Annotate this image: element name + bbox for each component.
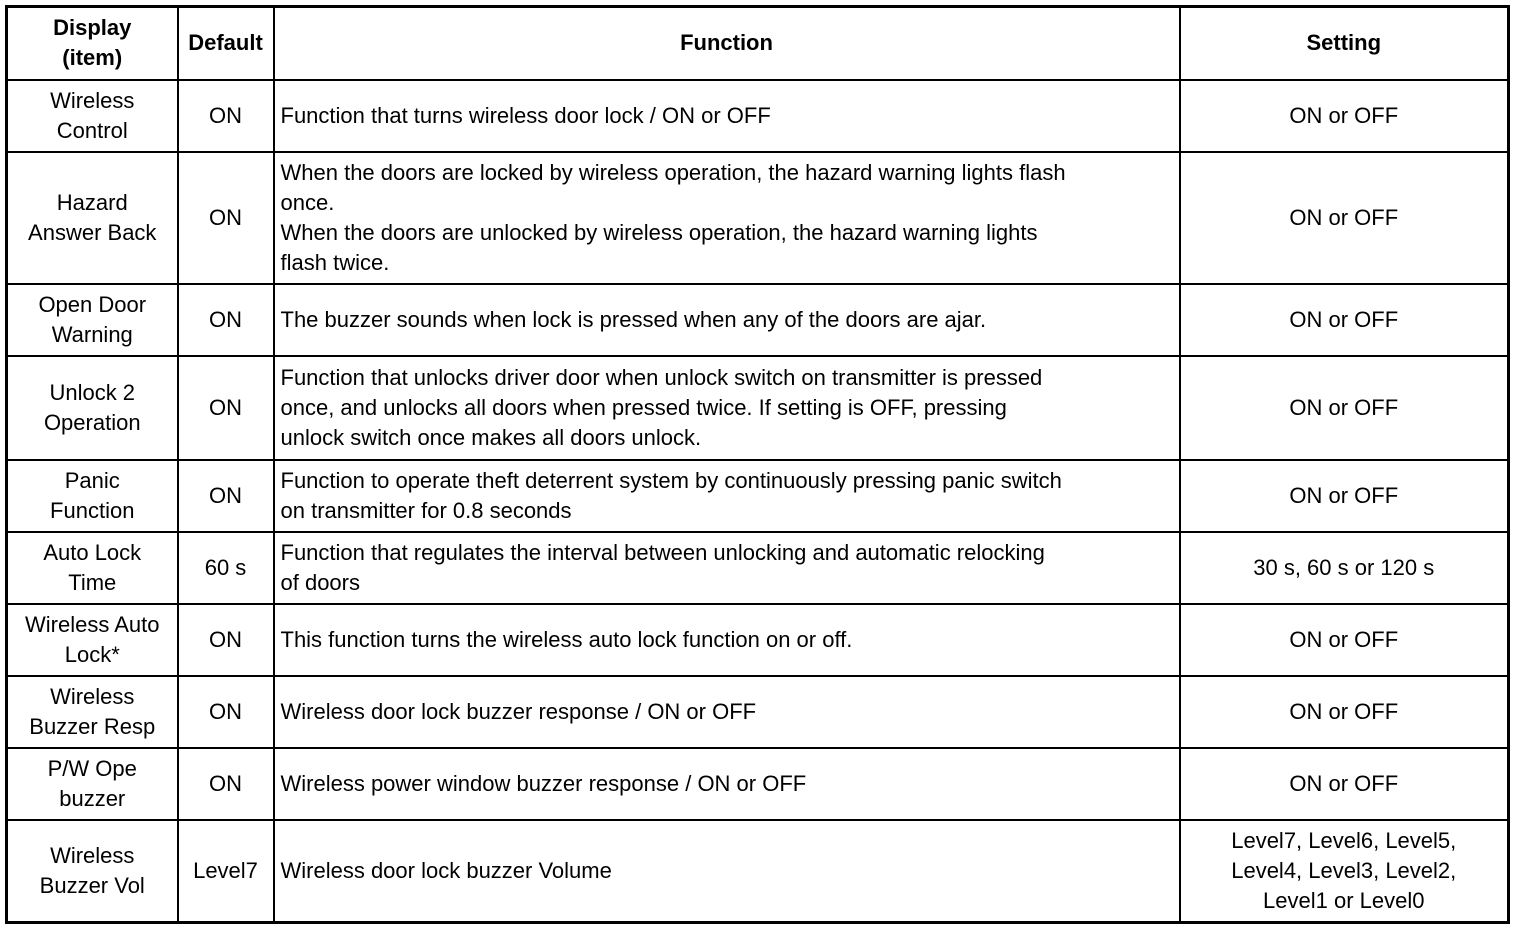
setting-cell-line: ON or OFF bbox=[1289, 626, 1399, 652]
display-cell bbox=[7, 676, 178, 748]
header-display bbox=[7, 7, 178, 80]
function-cell bbox=[274, 152, 1180, 284]
function-cell-line: Function to operate theft deterrent system by continuously pressing panic switch bbox=[280, 467, 1062, 493]
display-cell bbox=[7, 604, 178, 676]
display-cell-line: Auto Lock bbox=[43, 539, 142, 565]
display-cell bbox=[7, 356, 178, 460]
display-cell-line: buzzer bbox=[59, 785, 126, 811]
function-cell bbox=[274, 532, 1180, 604]
function-cell-line: on transmitter for 0.8 seconds bbox=[280, 497, 572, 523]
display-cell bbox=[7, 532, 178, 604]
setting-cell-line: 30 s, 60 s or 120 s bbox=[1253, 554, 1435, 580]
default-cell: ON bbox=[178, 356, 274, 460]
display-cell-line: Hazard bbox=[56, 189, 128, 215]
function-cell-line: once. bbox=[280, 189, 335, 215]
function-cell-line: Function that regulates the interval between unlocking and automatic relocking bbox=[280, 539, 1045, 565]
display-cell-line: Lock* bbox=[64, 641, 120, 667]
header-display-line1: Display bbox=[53, 15, 132, 41]
display-cell-line: Function bbox=[50, 497, 135, 523]
setting-cell bbox=[1180, 152, 1509, 284]
function-cell bbox=[274, 604, 1180, 676]
display-cell-line: Control bbox=[56, 117, 128, 143]
setting-cell bbox=[1180, 604, 1509, 676]
header-display-line2: (item) bbox=[62, 45, 123, 71]
display-cell bbox=[7, 152, 178, 284]
setting-cell bbox=[1180, 460, 1509, 532]
setting-cell-line: Level1 or Level0 bbox=[1263, 887, 1425, 913]
function-cell bbox=[274, 80, 1180, 152]
function-cell bbox=[274, 748, 1180, 820]
table-row bbox=[7, 284, 1509, 356]
table-row bbox=[7, 152, 1509, 284]
setting-cell bbox=[1180, 356, 1509, 460]
default-cell: ON bbox=[178, 80, 274, 152]
display-cell bbox=[7, 284, 178, 356]
display-cell-line: Warning bbox=[51, 321, 133, 347]
setting-cell-line: ON or OFF bbox=[1289, 770, 1399, 796]
function-cell-line: The buzzer sounds when lock is pressed when any of the doors are ajar. bbox=[280, 306, 987, 332]
setting-cell-line: ON or OFF bbox=[1289, 306, 1399, 332]
setting-cell-line: ON or OFF bbox=[1289, 482, 1399, 508]
function-cell bbox=[274, 356, 1180, 460]
function-cell bbox=[274, 676, 1180, 748]
display-cell-line: Open Door bbox=[38, 291, 147, 317]
setting-cell bbox=[1180, 820, 1509, 923]
table-row bbox=[7, 460, 1509, 532]
default-cell: ON bbox=[178, 152, 274, 284]
display-cell-line: P/W Ope bbox=[47, 755, 137, 781]
setting-cell bbox=[1180, 284, 1509, 356]
setting-cell-line: Level4, Level3, Level2, bbox=[1231, 857, 1457, 883]
function-cell-line: unlock switch once makes all doors unlock. bbox=[280, 424, 702, 450]
setting-cell bbox=[1180, 532, 1509, 604]
display-cell-line: Answer Back bbox=[28, 219, 157, 245]
function-cell-line: Wireless door lock buzzer response / ON or OFF bbox=[280, 698, 757, 724]
function-cell bbox=[274, 460, 1180, 532]
function-cell bbox=[274, 820, 1180, 923]
default-cell: ON bbox=[178, 748, 274, 820]
display-cell bbox=[7, 748, 178, 820]
function-cell bbox=[274, 284, 1180, 356]
header-row bbox=[7, 7, 1509, 80]
display-cell-line: Wireless Auto bbox=[25, 611, 160, 637]
display-cell-line: Wireless bbox=[50, 87, 135, 113]
display-cell bbox=[7, 460, 178, 532]
display-cell-line: Panic bbox=[64, 467, 120, 493]
setting-cell-line: ON or OFF bbox=[1289, 698, 1399, 724]
function-cell-line: This function turns the wireless auto lock function on or off. bbox=[280, 626, 853, 652]
setting-cell bbox=[1180, 676, 1509, 748]
table-row bbox=[7, 820, 1509, 923]
function-cell-line: of doors bbox=[280, 569, 360, 595]
function-cell-line: Wireless door lock buzzer Volume bbox=[280, 857, 612, 883]
table-row bbox=[7, 748, 1509, 820]
table-row bbox=[7, 356, 1509, 460]
header-default: Default bbox=[178, 7, 274, 80]
function-cell-line: Function that turns wireless door lock / ON or OFF bbox=[280, 102, 771, 128]
default-cell: Level7 bbox=[178, 820, 274, 923]
display-cell-line: Wireless bbox=[50, 683, 135, 709]
function-cell-line: Wireless power window buzzer response / ON or OFF bbox=[280, 770, 807, 796]
header-function: Function bbox=[274, 7, 1180, 80]
display-cell-line: Unlock 2 bbox=[49, 379, 136, 405]
display-cell-line: Buzzer Resp bbox=[29, 713, 156, 739]
table-row bbox=[7, 80, 1509, 152]
setting-cell-line: ON or OFF bbox=[1289, 394, 1399, 420]
display-cell-line: Time bbox=[68, 569, 117, 595]
function-cell-line: Function that unlocks driver door when unlock switch on transmitter is pressed bbox=[280, 364, 1043, 390]
display-cell-line: Buzzer Vol bbox=[39, 872, 145, 898]
setting-cell bbox=[1180, 80, 1509, 152]
table-row bbox=[7, 532, 1509, 604]
function-cell-line: flash twice. bbox=[280, 249, 390, 275]
setting-cell bbox=[1180, 748, 1509, 820]
default-cell: ON bbox=[178, 676, 274, 748]
setting-cell-line: ON or OFF bbox=[1289, 204, 1399, 230]
function-cell-line: When the doors are unlocked by wireless operation, the hazard warning lights bbox=[280, 219, 1038, 245]
display-cell-line: Operation bbox=[43, 409, 141, 435]
function-cell-line: When the doors are locked by wireless operation, the hazard warning lights flash bbox=[280, 159, 1066, 185]
default-cell: ON bbox=[178, 460, 274, 532]
setting-cell-line: ON or OFF bbox=[1289, 102, 1399, 128]
display-cell bbox=[7, 80, 178, 152]
default-cell: ON bbox=[178, 604, 274, 676]
customize-settings-table bbox=[5, 5, 1510, 924]
table-row bbox=[7, 604, 1509, 676]
function-cell-line: once, and unlocks all doors when pressed twice. If setting is OFF, pressing bbox=[280, 394, 1007, 420]
header-setting: Setting bbox=[1180, 7, 1509, 80]
display-cell bbox=[7, 820, 178, 923]
display-cell-line: Wireless bbox=[50, 842, 135, 868]
setting-cell-line: Level7, Level6, Level5, bbox=[1231, 827, 1457, 853]
table-row bbox=[7, 676, 1509, 748]
default-cell: ON bbox=[178, 284, 274, 356]
default-cell: 60 s bbox=[178, 532, 274, 604]
